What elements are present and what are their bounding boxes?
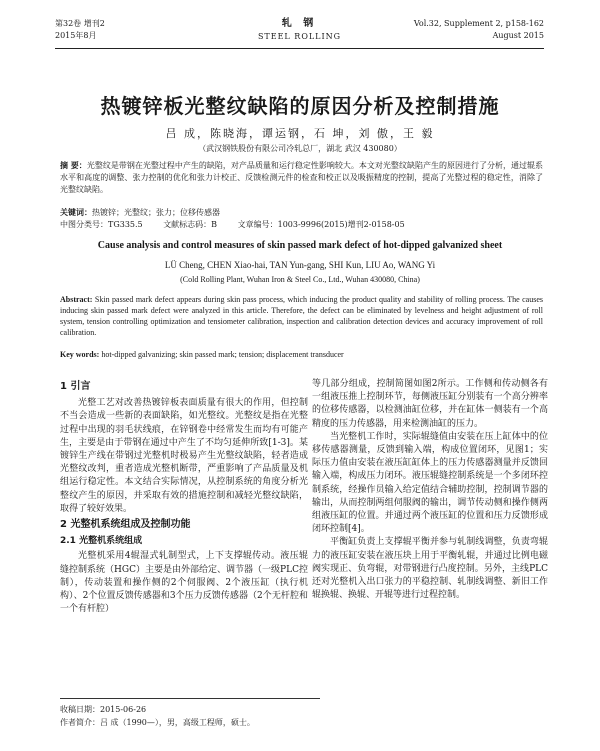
keywords-en-text: hot-dipped galvanizing; skin passed mark; tension; displacement transducer — [101, 350, 344, 359]
clc-number: 中图分类号：TG335.5 — [60, 220, 143, 229]
classification-line — [60, 219, 543, 230]
affiliation: （武汉钢铁股份有限公司冷轧总厂，湖北 武汉 430080） — [198, 144, 402, 153]
journal-name-en: STEEL ROLLING — [257, 32, 342, 41]
article-number: 文章编号：1003-9996(2015)增刊2-0158-05 — [237, 220, 405, 229]
balance-paragraph: 平衡缸负责上支撑辊平衡并参与轧制线调整，负责弯辊力的液压缸安装在液压块上用于平衡轧辊，并通过比例电磁阀实现正、负弯辊，对带钢进行凸度控制。另外，主线PLC还对光整机入出口张力的平稳控制、轧制线调整、新旧工作辊换辊、换辊、开辊等进行过程控制。 — [312, 537, 548, 601]
abstract-en-label: Abstract: — [60, 295, 93, 304]
section-1-heading: 1 引言 — [60, 381, 91, 392]
keywords-en-label: Key words: — [60, 350, 100, 359]
header-citation: Vol.32, Supplement 2, p158-162 — [413, 19, 544, 28]
author-list: 吕 成，陈晓海，谭运钢，石 坤，刘 傲，王 毅 — [165, 127, 435, 140]
continued-paragraph: 等几部分组成，控制简图如图2所示。工作侧和传动侧各有一组液压推上控制环节，每侧液压缸分别装有一个高分辨率的位移传感器，以检测油缸位移，并在缸体一侧装有一个高精度的压力传感器，用来检测油缸的压力。 — [312, 379, 548, 429]
footnote — [60, 698, 320, 729]
running-header — [55, 18, 544, 49]
english-authors: LÜ Cheng, CHEN Xiao-hai, TAN Yun-gang, SHI Kun, LIU Ao, WANG Yi — [164, 260, 436, 270]
journal-name-cn: 轧 钢 — [281, 18, 318, 29]
section-1-paragraph: 光整工艺对改善热镀锌板表面质量有很大的作用，但控制不当会造成一些新的表面缺陷，如光整纹。光整纹是指在光整过程中出现的羽毛状线痕，在锌钢卷中经常发生而均有可能产生，主要是由于带钢在通过中产生了不均匀延伸所致[1-3]。某镀锌生产线在带钢过光整机时极易产生光整纹缺陷，轻者造成光整纹改判，重者造成光整机断带，严重影响了产品质量及机组运行稳定性。本文结合实际情况，从控制系统的角度分析光整纹产生的原因，并采取有效的措施控制和减轻光整纹缺陷，取得了较好效果。 — [60, 398, 308, 514]
section-2-1-heading: 2.1 光整机系统组成 — [60, 536, 143, 547]
author-bio: 作者简介：吕 成（1990—），男，高级工程师，硕士。 — [60, 718, 255, 727]
paper-title: 热镀锌板光整纹缺陷的原因分析及控制措施 — [100, 94, 500, 118]
abstract-en-text: Skin passed mark defect appears during skin pass process, which inducing the product quality and stability of rolling process. The causes inducing skin passed mark defect were analyzed in this article. Therefore, the defect can be eliminated by levelness and height adjustment of roll system, tension controlling optimization and tensiometer calibration, inspection and calibration detection devices and accuracy improvement of roll calibration. — [60, 295, 543, 337]
abstract-cn — [60, 160, 543, 196]
document-code: 文献标志码：B — [163, 220, 218, 229]
header-date-cn: 2015年8月 — [55, 31, 97, 40]
abstract-cn-label: 摘 要： — [60, 161, 87, 170]
keywords-en — [60, 350, 543, 359]
header-date-en: August 2015 — [492, 31, 544, 40]
section-2-1-paragraph: 光整机采用4辊湿式轧制型式，上下支撑辊传动。液压辊缝控制系统（HGC）主要是由外部给定、调节器（一级PLC控制），传动装置和操作侧的2个伺服阀、2个液压缸（执行机构）、2个位置反馈传感器和3个压力反馈传感器（2个无杆腔和一个有杆腔） — [60, 551, 308, 615]
abstract-en — [60, 294, 543, 338]
section-2-heading: 2 光整机系统组成及控制功能 — [60, 519, 191, 531]
english-title: Cause analysis and control measures of skin passed mark defect of hot-dipped galvanized sheet — [97, 240, 503, 251]
header-volume: 第32卷 增刊2 — [55, 19, 105, 28]
abstract-cn-text: 光整纹是带钢在光整过程中产生的缺陷，对产品质量和运行稳定性影响较大。本文对光整纹缺陷产生的原因进行了分析，通过辊系水平和高度的调整、张力控制的优化和张力计校正、反馈检测元件的检查和校正以及吸振精度的控制，提高了光整过程的稳定性，消除了光整纹缺陷。 — [60, 161, 543, 194]
keywords-cn-text: 热镀锌；光整纹；张力；位移传感器 — [92, 208, 220, 217]
english-affiliation: (Cold Rolling Plant, Wuhan Iron & Steel Co., Ltd., Wuhan 430080, China) — [180, 275, 420, 284]
keywords-cn-label: 关键词： — [60, 207, 92, 217]
control-paragraph: 当光整机工作时，实际辊缝值由安装在压上缸体中的位移传感器测量，反馈到输入端，构成位置闭环，见图1；实际压力值由安装在液压缸缸体上的压力传感器测量并反馈回输入端，构成压力闭环。液压辊缝控制系统是一个多闭环控制系统，经操作员输入给定值结合辅助控制，控制调节器的输出，从而控制两组伺服阀的输出，调节传动侧和操作侧两组液压缸的位置。并通过两个液压缸的位置和压力反馈形成闭环控制[4]。 — [312, 431, 548, 535]
body-right-column — [312, 378, 548, 602]
header-citation-info — [414, 18, 544, 42]
body-left-column — [60, 378, 308, 616]
received-date: 收稿日期：2015-06-26 — [60, 705, 147, 714]
keywords-cn — [60, 207, 543, 218]
